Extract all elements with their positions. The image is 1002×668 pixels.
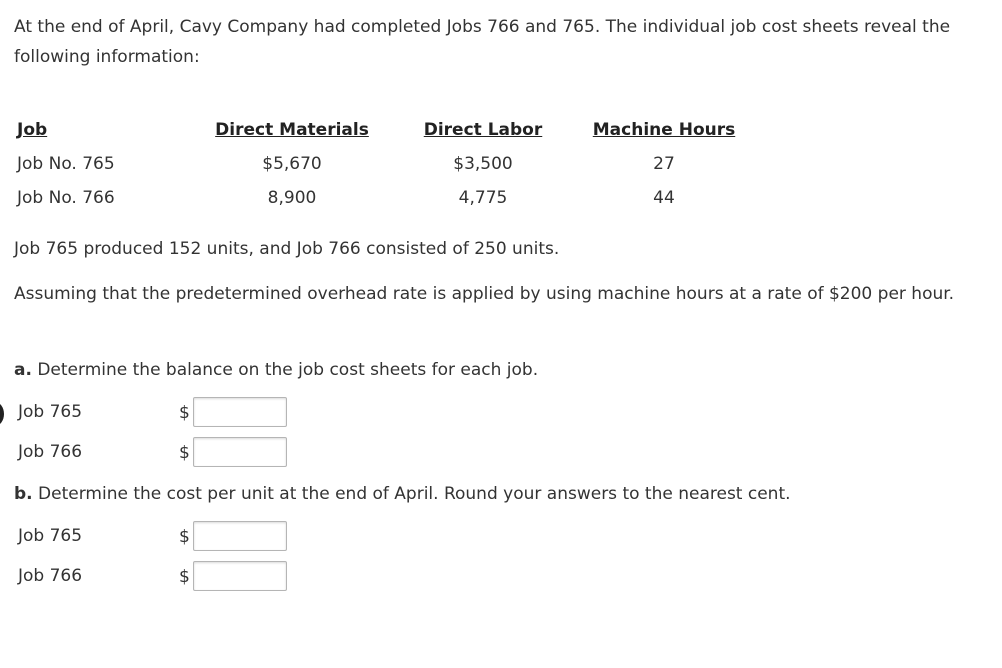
job-766-balance-input[interactable] [193, 437, 287, 467]
part-b-question [14, 479, 791, 509]
row-label: Job 766 [18, 442, 83, 462]
currency-symbol: $ [179, 567, 190, 587]
rate-text: Assuming that the predetermined overhead rate is applied by using machine hours at a rate of $200 per hour. [14, 284, 955, 304]
row-label: Job 765 [18, 526, 83, 546]
row-label: Job 765 [18, 402, 83, 422]
part-a-question [14, 355, 538, 385]
header-direct-labor: Direct Labor [423, 120, 543, 140]
part-a-text: Determine the balance on the job cost sheets for each job. [37, 360, 539, 380]
currency-symbol: $ [179, 527, 190, 547]
units-text: Job 765 produced 152 units, and Job 766 consisted of 250 units. [14, 239, 560, 259]
cell-direct-materials: $5,670 [262, 154, 322, 174]
currency-symbol: $ [179, 403, 190, 423]
cell-machine-hours: 27 [653, 154, 675, 174]
cell-direct-labor: 4,775 [458, 188, 508, 208]
part-a-row-job-766 [18, 437, 318, 467]
part-b-text: Determine the cost per unit at the end of April. Round your answers to the nearest cent. [38, 484, 791, 504]
cell-machine-hours: 44 [653, 188, 675, 208]
cell-direct-materials: 8,900 [267, 188, 317, 208]
header-job: Job [17, 120, 48, 140]
intro-text: At the end of April, Cavy Company had completed Jobs 766 and 765. The individual job cost sheets reveal the following information: [14, 17, 951, 67]
progress-marker-icon [0, 402, 4, 426]
table-header-row [17, 113, 759, 147]
part-b-row-job-765 [18, 521, 318, 551]
job-766-unit-cost-input[interactable] [193, 561, 287, 591]
job-765-unit-cost-input[interactable] [193, 521, 287, 551]
job-cost-table [17, 113, 759, 215]
part-a-letter: a. [14, 360, 32, 380]
cell-direct-labor: $3,500 [453, 154, 513, 174]
currency-symbol: $ [179, 443, 190, 463]
part-b-row-job-766 [18, 561, 318, 591]
row-label: Job 766 [18, 566, 83, 586]
header-direct-materials: Direct Materials [215, 120, 369, 140]
table-row [17, 181, 759, 215]
header-machine-hours: Machine Hours [592, 120, 736, 140]
table-row [17, 147, 759, 181]
cell-job: Job No. 766 [17, 188, 115, 208]
part-a-row-job-765 [18, 397, 318, 427]
part-b-letter: b. [14, 484, 33, 504]
job-765-balance-input[interactable] [193, 397, 287, 427]
cell-job: Job No. 765 [17, 154, 115, 174]
